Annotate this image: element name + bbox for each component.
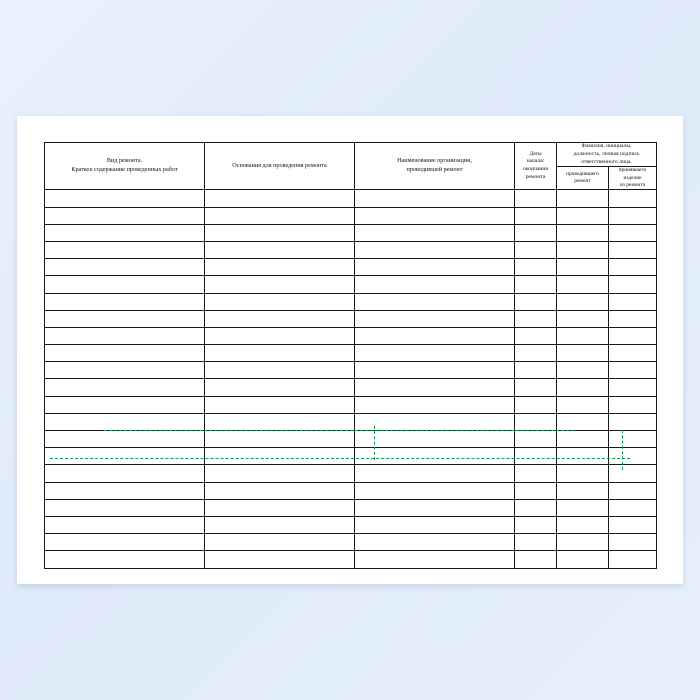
header-responsible-persons <box>557 143 657 167</box>
table-row[interactable] <box>45 551 657 568</box>
table-cell[interactable] <box>515 327 557 344</box>
table-cell[interactable] <box>205 259 355 276</box>
table-cell[interactable] <box>609 448 657 465</box>
table-cell[interactable] <box>45 396 205 413</box>
table-cell[interactable] <box>557 482 609 499</box>
table-cell[interactable] <box>609 413 657 430</box>
header-accepted-line3: из ремонта <box>619 182 646 189</box>
table-cell[interactable] <box>515 465 557 482</box>
table-cell[interactable] <box>355 482 515 499</box>
table-row[interactable] <box>45 310 657 327</box>
table-cell[interactable] <box>355 516 515 533</box>
table-cell[interactable] <box>515 362 557 379</box>
table-cell[interactable] <box>205 396 355 413</box>
table-row[interactable] <box>45 327 657 344</box>
header-performed-repair-line2: ремонт <box>574 178 591 185</box>
table-cell[interactable] <box>557 396 609 413</box>
header-organization-line1: Наименование организации, <box>397 157 472 165</box>
table-row[interactable] <box>45 465 657 482</box>
table-cell[interactable] <box>45 448 205 465</box>
table-cell[interactable] <box>515 259 557 276</box>
table-cell[interactable] <box>355 224 515 241</box>
table-cell[interactable] <box>515 190 557 207</box>
journal-table-container <box>44 142 656 558</box>
table-cell[interactable] <box>355 499 515 516</box>
table-cell[interactable] <box>45 534 205 551</box>
table-row[interactable] <box>45 241 657 258</box>
table-cell[interactable] <box>557 293 609 310</box>
table-cell[interactable] <box>45 413 205 430</box>
header-row-primary <box>45 143 657 167</box>
table-cell[interactable] <box>45 224 205 241</box>
table-cell[interactable] <box>515 293 557 310</box>
table-cell[interactable] <box>45 293 205 310</box>
header-dates <box>515 143 557 190</box>
table-cell[interactable] <box>205 534 355 551</box>
table-cell[interactable] <box>355 276 515 293</box>
table-row[interactable] <box>45 190 657 207</box>
table-cell[interactable] <box>205 276 355 293</box>
table-cell[interactable] <box>609 190 657 207</box>
table-cell[interactable] <box>609 224 657 241</box>
table-cell[interactable] <box>45 190 205 207</box>
table-cell[interactable] <box>355 327 515 344</box>
table-cell[interactable] <box>355 396 515 413</box>
table-cell[interactable] <box>45 465 205 482</box>
table-cell[interactable] <box>557 516 609 533</box>
table-cell[interactable] <box>45 379 205 396</box>
table-cell[interactable] <box>609 259 657 276</box>
table-cell[interactable] <box>515 224 557 241</box>
table-cell[interactable] <box>557 345 609 362</box>
table-cell[interactable] <box>45 482 205 499</box>
header-accepted-line1: принявшего <box>618 167 647 174</box>
header-repair-basis-line1: Основания для проведения ремонта <box>232 161 327 169</box>
table-header <box>45 143 657 190</box>
table-cell[interactable] <box>205 482 355 499</box>
table-cell[interactable] <box>557 551 609 568</box>
table-cell[interactable] <box>557 327 609 344</box>
table-cell[interactable] <box>515 448 557 465</box>
table-row[interactable] <box>45 379 657 396</box>
table-row[interactable] <box>45 448 657 465</box>
table-cell[interactable] <box>609 516 657 533</box>
table-cell[interactable] <box>355 551 515 568</box>
document-page <box>17 116 683 584</box>
table-cell[interactable] <box>609 431 657 448</box>
table-cell[interactable] <box>205 362 355 379</box>
table-row[interactable] <box>45 345 657 362</box>
table-row[interactable] <box>45 534 657 551</box>
table-cell[interactable] <box>557 276 609 293</box>
table-cell[interactable] <box>45 431 205 448</box>
table-cell[interactable] <box>609 551 657 568</box>
table-cell[interactable] <box>609 310 657 327</box>
table-cell[interactable] <box>515 379 557 396</box>
table-row[interactable] <box>45 293 657 310</box>
table-cell[interactable] <box>515 482 557 499</box>
table-cell[interactable] <box>609 276 657 293</box>
header-dates-line2: начала/ <box>526 158 545 165</box>
table-cell[interactable] <box>205 327 355 344</box>
table-row[interactable] <box>45 396 657 413</box>
table-cell[interactable] <box>515 534 557 551</box>
table-cell[interactable] <box>205 465 355 482</box>
table-row[interactable] <box>45 207 657 224</box>
table-cell[interactable] <box>557 431 609 448</box>
table-cell[interactable] <box>609 379 657 396</box>
table-cell[interactable] <box>609 327 657 344</box>
table-cell[interactable] <box>355 241 515 258</box>
table-cell[interactable] <box>557 465 609 482</box>
table-cell[interactable] <box>45 207 205 224</box>
table-cell[interactable] <box>355 534 515 551</box>
header-responsible-line2: должность, личная подпись <box>573 150 640 157</box>
header-accepted-line2: изделие <box>623 174 642 181</box>
table-cell[interactable] <box>515 276 557 293</box>
header-performed-repair <box>557 167 609 190</box>
header-performed-repair-line1: проводившего <box>566 171 599 178</box>
table-cell[interactable] <box>515 431 557 448</box>
header-repair-type-line1: Вид ремонта. <box>106 157 143 165</box>
table-cell[interactable] <box>515 551 557 568</box>
table-cell[interactable] <box>45 362 205 379</box>
table-cell[interactable] <box>355 259 515 276</box>
header-dates-line3: окончания <box>523 166 548 173</box>
table-row[interactable] <box>45 499 657 516</box>
header-organization <box>355 143 515 190</box>
table-cell[interactable] <box>609 362 657 379</box>
header-repair-type <box>45 143 205 190</box>
table-cell[interactable] <box>609 482 657 499</box>
header-dates-line4: ремонта <box>525 174 546 181</box>
table-cell[interactable] <box>355 190 515 207</box>
table-row[interactable] <box>45 413 657 430</box>
table-cell[interactable] <box>205 224 355 241</box>
table-row[interactable] <box>45 259 657 276</box>
table-cell[interactable] <box>45 276 205 293</box>
header-responsible-line1: Фамилия, инициалы, <box>581 143 632 149</box>
table-cell[interactable] <box>355 362 515 379</box>
table-cell[interactable] <box>515 207 557 224</box>
table-cell[interactable] <box>557 310 609 327</box>
table-row[interactable] <box>45 224 657 241</box>
header-dates-line1: Даты <box>529 150 542 157</box>
table-cell[interactable] <box>609 534 657 551</box>
repair-journal-table <box>44 142 657 569</box>
table-cell[interactable] <box>205 310 355 327</box>
table-cell[interactable] <box>45 327 205 344</box>
table-cell[interactable] <box>515 516 557 533</box>
table-cell[interactable] <box>205 448 355 465</box>
table-cell[interactable] <box>45 551 205 568</box>
table-body <box>45 190 657 568</box>
table-cell[interactable] <box>515 241 557 258</box>
table-cell[interactable] <box>609 345 657 362</box>
header-organization-line2: проводившей ремонт <box>406 166 463 174</box>
table-cell[interactable] <box>45 345 205 362</box>
header-responsible-line3: ответственного лица, <box>581 158 632 165</box>
table-cell[interactable] <box>515 499 557 516</box>
table-cell[interactable] <box>609 241 657 258</box>
table-cell[interactable] <box>45 259 205 276</box>
table-cell[interactable] <box>515 396 557 413</box>
table-cell[interactable] <box>355 448 515 465</box>
table-row[interactable] <box>45 362 657 379</box>
table-cell[interactable] <box>557 207 609 224</box>
table-cell[interactable] <box>557 499 609 516</box>
table-row[interactable] <box>45 431 657 448</box>
table-cell[interactable] <box>557 534 609 551</box>
table-cell[interactable] <box>45 499 205 516</box>
table-cell[interactable] <box>557 241 609 258</box>
table-cell[interactable] <box>205 207 355 224</box>
table-cell[interactable] <box>355 293 515 310</box>
header-repair-basis <box>205 143 355 190</box>
table-cell[interactable] <box>557 224 609 241</box>
table-cell[interactable] <box>609 465 657 482</box>
table-cell[interactable] <box>355 413 515 430</box>
table-cell[interactable] <box>205 345 355 362</box>
table-cell[interactable] <box>557 190 609 207</box>
table-cell[interactable] <box>515 413 557 430</box>
table-cell[interactable] <box>205 516 355 533</box>
table-cell[interactable] <box>609 293 657 310</box>
table-cell[interactable] <box>205 499 355 516</box>
table-cell[interactable] <box>355 207 515 224</box>
table-cell[interactable] <box>557 362 609 379</box>
table-cell[interactable] <box>205 551 355 568</box>
table-cell[interactable] <box>557 259 609 276</box>
table-cell[interactable] <box>45 516 205 533</box>
table-cell[interactable] <box>557 379 609 396</box>
table-cell[interactable] <box>205 190 355 207</box>
table-cell[interactable] <box>355 379 515 396</box>
table-cell[interactable] <box>609 207 657 224</box>
table-cell[interactable] <box>205 293 355 310</box>
header-accepted-from-repair <box>609 167 657 190</box>
table-row[interactable] <box>45 516 657 533</box>
table-cell[interactable] <box>557 448 609 465</box>
header-repair-type-line2: Краткое содержание проведенных работ <box>71 166 178 174</box>
table-row[interactable] <box>45 276 657 293</box>
table-cell[interactable] <box>515 345 557 362</box>
table-cell[interactable] <box>205 431 355 448</box>
table-cell[interactable] <box>609 396 657 413</box>
table-row[interactable] <box>45 482 657 499</box>
table-cell[interactable] <box>45 241 205 258</box>
table-cell[interactable] <box>515 310 557 327</box>
table-cell[interactable] <box>205 413 355 430</box>
table-cell[interactable] <box>355 431 515 448</box>
table-cell[interactable] <box>557 413 609 430</box>
table-cell[interactable] <box>205 241 355 258</box>
table-cell[interactable] <box>355 310 515 327</box>
table-cell[interactable] <box>205 379 355 396</box>
table-cell[interactable] <box>355 345 515 362</box>
table-cell[interactable] <box>45 310 205 327</box>
table-cell[interactable] <box>609 499 657 516</box>
table-cell[interactable] <box>355 465 515 482</box>
